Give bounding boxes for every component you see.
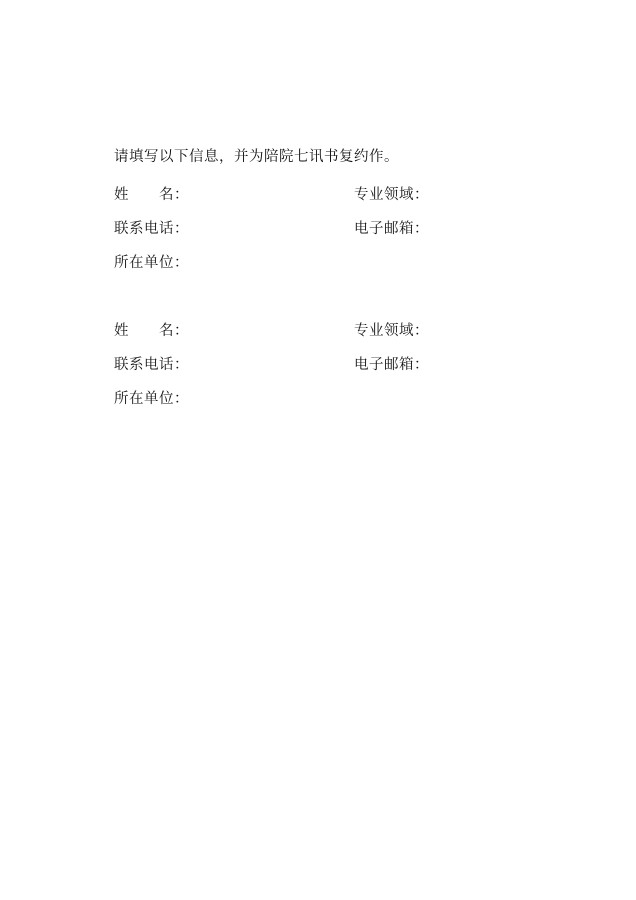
email-label: 电子邮箱： [354, 221, 429, 237]
contact-block-1 [114, 178, 534, 280]
specialty-label: 专业领域： [354, 187, 429, 203]
specialty-label: 专业领域： [354, 323, 429, 339]
field-row [114, 314, 534, 348]
phone-label: 联系电话： [114, 357, 189, 373]
field-row [114, 246, 534, 280]
field-row [114, 348, 534, 382]
field-row [114, 212, 534, 246]
field-row [114, 178, 534, 212]
name-label: 姓 名： [114, 323, 189, 339]
organization-label: 所在单位： [114, 255, 189, 271]
organization-label: 所在单位： [114, 391, 189, 407]
field-row [114, 382, 534, 416]
name-label: 姓 名： [114, 187, 189, 203]
email-label: 电子邮箱： [354, 357, 429, 373]
contact-block-2 [114, 314, 534, 416]
document-body [114, 140, 534, 416]
intro-paragraph: 请填写以下信息，并为陪院七讯书复约作。 [114, 149, 399, 165]
phone-label: 联系电话： [114, 221, 189, 237]
block-spacer [114, 280, 534, 314]
